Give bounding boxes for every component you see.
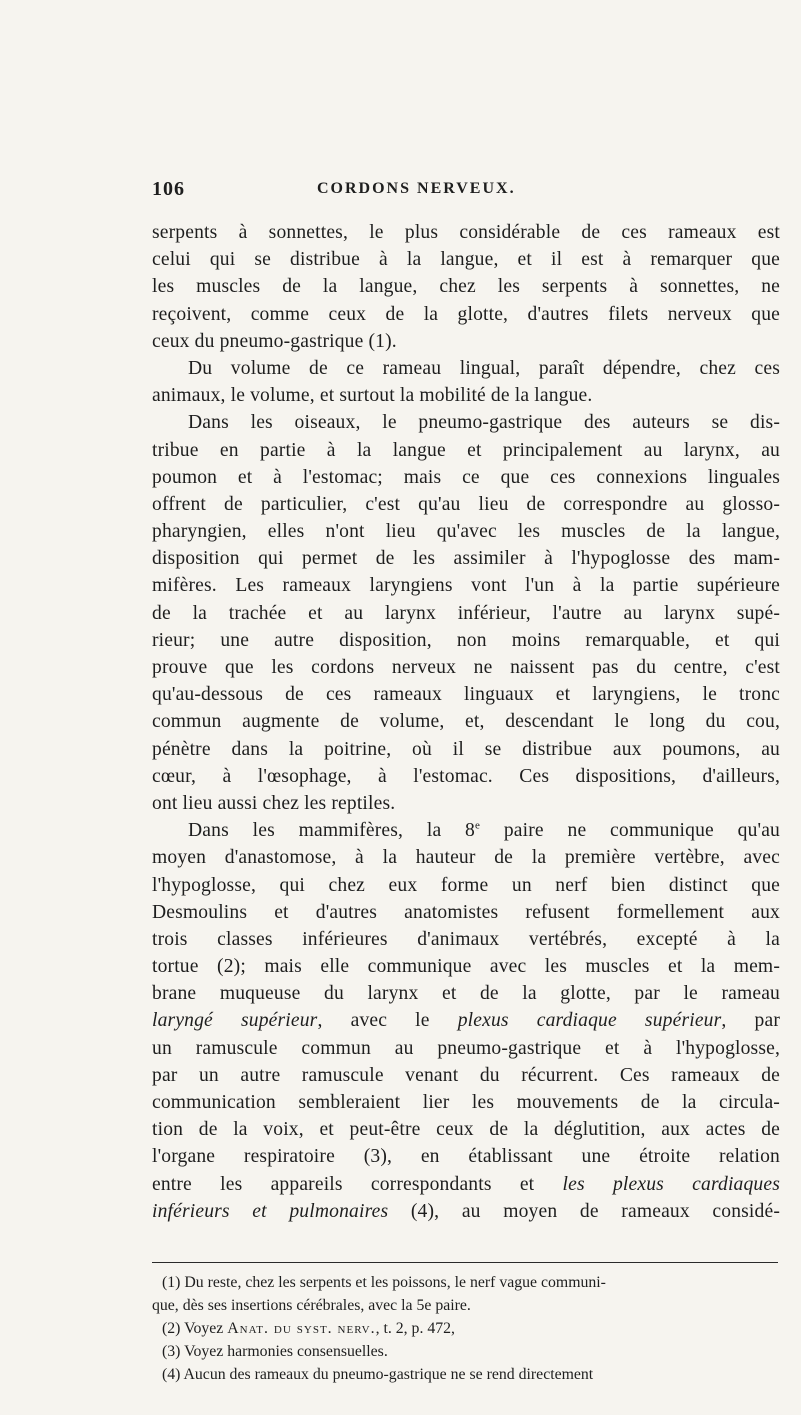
text-line: Du volume de ce rameau lingual, paraît dépendre, chez ces xyxy=(188,357,780,379)
text-line: Dans les oiseaux, le pneumo-gastrique des auteurs se dis- xyxy=(188,412,780,434)
text-line: animaux, le volume, et surtout la mobilité de la langue. xyxy=(152,385,593,407)
text-line: communication sembleraient lier les mouvements de la circula- xyxy=(152,1092,780,1113)
text-line: Desmoulins et d'autres anatomistes refusent formellement aux xyxy=(152,901,780,923)
text-line: de la trachée et au larynx inférieur, l'autre au larynx supé- xyxy=(152,602,780,624)
text-line: disposition qui permet de les assimiler à l'hypoglosse des mam- xyxy=(152,548,780,570)
text-line: tion de la voix, et peut-être ceux de la déglutition, aux actes de xyxy=(152,1119,780,1141)
text-line: cœur, à l'œsophage, à l'estomac. Ces dispositions, d'ailleurs, xyxy=(152,765,780,787)
text-line: moyen d'anastomose, à la hauteur de la première vertèbre, avec xyxy=(152,847,780,869)
text-segment: , avec le xyxy=(317,1010,458,1032)
italic-term: laryngé supérieur xyxy=(152,1010,318,1032)
text-line: celui qui se distribue à la langue, et il est à remarquer que xyxy=(152,249,780,271)
main-text xyxy=(152,219,780,1225)
text-segment: (4), au moyen de rameaux considé- xyxy=(388,1200,780,1222)
footnote-2 xyxy=(152,1317,780,1340)
text-line: ont lieu aussi chez les reptiles. xyxy=(152,792,396,814)
text-segment: , t. 2, p. 472, xyxy=(375,1320,456,1337)
footnote-divider xyxy=(152,1262,778,1263)
text-line xyxy=(152,1171,780,1198)
text-segment: Dans les mammifères, la 8 xyxy=(188,820,476,842)
text-line: l'hypoglosse, qui chez eux forme un nerf bien distinct que xyxy=(152,874,780,896)
footnotes xyxy=(152,1271,780,1386)
text-line xyxy=(152,1007,780,1034)
page-number: 106 xyxy=(152,178,185,200)
running-head xyxy=(152,178,772,208)
text-line xyxy=(152,1198,780,1225)
superscript: e xyxy=(475,819,481,832)
text-line: ceux du pneumo-gastrique (1). xyxy=(152,330,397,352)
text-line: commun augmente de volume, et, descendant le long du cou, xyxy=(152,711,780,733)
text-line: l'organe respiratoire (3), en établissant une étroite relation xyxy=(152,1146,780,1168)
text-line: serpents à sonnettes, le plus considérable de ces rameaux est xyxy=(152,222,780,243)
italic-term: inférieurs et pulmonaires xyxy=(152,1200,389,1222)
text-line: tortue (2); mais elle communique avec les muscles et la mem- xyxy=(152,956,780,978)
text-line: tribue en partie à la langue et principalement au larynx, au xyxy=(152,439,780,461)
text-line: un ramuscule commun au pneumo-gastrique et à l'hypoglosse, xyxy=(152,1037,780,1059)
italic-term: les plexus cardiaques xyxy=(562,1173,780,1195)
text-line: mifères. Les rameaux laryngiens vont l'un à la partie supérieure xyxy=(152,575,780,597)
footnote-3: (3) Voyez harmonies consensuelles. xyxy=(162,1343,388,1360)
italic-term: plexus cardiaque supérieur xyxy=(457,1010,722,1032)
text-line: offrent de particulier, c'est qu'au lieu de correspondre au glosso- xyxy=(152,493,780,515)
text-line: poumon et à l'estomac; mais ce que ces connexions linguales xyxy=(152,466,780,488)
text-segment: , par xyxy=(721,1010,781,1032)
text-line: brane muqueuse du larynx et de la glotte, par le rameau xyxy=(152,983,780,1005)
text-line: pénètre dans la poitrine, où il se distribue aux poumons, au xyxy=(152,738,780,760)
text-line: par un autre ramuscule venant du récurrent. Ces rameaux de xyxy=(152,1064,780,1086)
text-line: pharyngien, elles n'ont lieu qu'avec les muscles de la langue, xyxy=(152,521,780,543)
text-line xyxy=(152,817,780,844)
text-segment: paire ne communique qu'au xyxy=(480,820,780,842)
text-line: les muscles de la langue, chez les serpents à sonnettes, ne xyxy=(152,276,780,298)
text-segment: (2) Voyez xyxy=(162,1320,228,1337)
text-line: trois classes inférieures d'animaux vertébrés, excepté à la xyxy=(152,928,780,950)
footnote-1-continued: que, dès ses insertions cérébrales, avec la 5e paire. xyxy=(152,1297,471,1314)
text-line: rieur; une autre disposition, non moins remarquable, et qui xyxy=(152,629,780,651)
text-line: prouve que les cordons nerveux ne naissent pas du centre, c'est xyxy=(152,657,780,678)
text-line: reçoivent, comme ceux de la glotte, d'autres filets nerveux que xyxy=(152,303,780,325)
cited-work: Anat. du syst. nerv. xyxy=(227,1320,376,1337)
text-segment: entre les appareils correspondants et xyxy=(152,1173,563,1195)
footnote-4: (4) Aucun des rameaux du pneumo-gastrique ne se rend directement xyxy=(162,1366,594,1383)
footnote-1: (1) Du reste, chez les serpents et les poissons, le nerf vague communi- xyxy=(162,1274,606,1291)
text-line: qu'au-dessous de ces rameaux linguaux et laryngiens, le tronc xyxy=(152,684,780,706)
running-title: CORDONS NERVEUX. xyxy=(317,180,516,197)
